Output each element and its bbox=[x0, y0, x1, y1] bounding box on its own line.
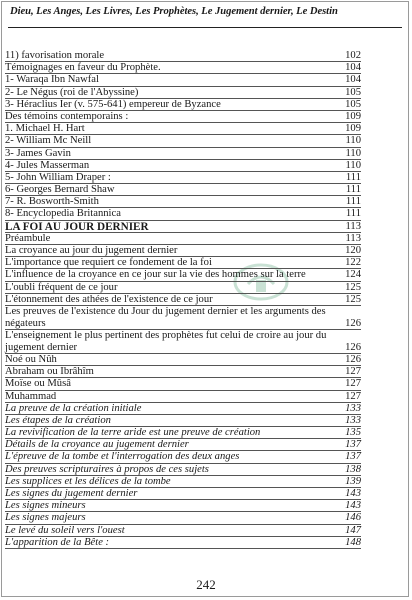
toc-entry-title: Des témoins contemporains : bbox=[5, 110, 129, 122]
toc-entry-page: 138 bbox=[345, 463, 361, 475]
toc-entry-title: 2- Le Négus (roi de l'Abyssine) bbox=[5, 86, 139, 98]
toc-entry bbox=[5, 160, 361, 172]
toc-entry bbox=[5, 354, 361, 366]
toc-entry-title: La croyance au jour du jugement dernier bbox=[5, 245, 178, 256]
toc-entry-page: 148 bbox=[345, 536, 361, 548]
toc-entry-page: 125 bbox=[345, 281, 361, 293]
toc-entry bbox=[5, 221, 361, 233]
toc-entry-title: L'importance que requiert ce fondement de la foi bbox=[5, 257, 212, 269]
toc-entry-title: 4- Jules Masserman bbox=[5, 159, 90, 171]
toc-entry bbox=[5, 415, 361, 427]
header-rule bbox=[8, 27, 402, 28]
toc-entry-title: L'enseignement le plus pertinent des prophètes fut celui de croire au jour du jugement dernier bbox=[5, 329, 327, 353]
toc-entry-page: 133 bbox=[345, 402, 361, 414]
toc-entry-title: La preuve de la création initiale bbox=[5, 402, 142, 414]
toc-entry-title: Des preuves scripturaires à propos de ces sujets bbox=[5, 463, 209, 475]
toc-entry-page: 111 bbox=[345, 208, 361, 220]
toc-entry-page: 139 bbox=[345, 475, 361, 487]
toc-entry-title: Noé ou Nûh bbox=[5, 353, 57, 365]
toc-entry bbox=[5, 99, 361, 111]
toc-entry-page: 111 bbox=[345, 184, 361, 196]
toc-entry-page: 127 bbox=[345, 366, 361, 378]
toc-entry bbox=[5, 148, 361, 160]
toc-entry bbox=[5, 245, 361, 257]
toc-entry-page: 104 bbox=[345, 62, 361, 74]
toc-entry bbox=[5, 391, 361, 403]
toc-entry-page: 109 bbox=[345, 123, 361, 135]
toc-entry bbox=[5, 500, 361, 512]
toc-entry bbox=[5, 488, 361, 500]
toc-entry bbox=[5, 330, 361, 354]
toc-entry-title: Les étapes de la création bbox=[5, 414, 111, 426]
toc-entry bbox=[5, 451, 361, 463]
toc-entry bbox=[5, 111, 361, 123]
toc-entry bbox=[5, 537, 361, 549]
toc-entry-title: 6- Georges Bernard Shaw bbox=[5, 184, 115, 196]
toc-entry-title: Le levé du soleil vers l'ouest bbox=[5, 524, 125, 536]
toc-entry-title: 3- Héraclius Ier (v. 575-641) empereur de Byzance bbox=[5, 98, 221, 110]
page-number: 242 bbox=[196, 577, 216, 592]
toc-entry bbox=[5, 294, 361, 306]
toc-entry bbox=[5, 306, 361, 330]
toc-entry bbox=[5, 184, 361, 196]
toc-entry-title: Témoignages en faveur du Prophète. bbox=[5, 62, 161, 74]
toc-entry-title: 5- John William Draper : bbox=[5, 171, 111, 183]
toc-entry-page: 104 bbox=[345, 74, 361, 86]
toc-entry bbox=[5, 135, 361, 147]
toc-entry-title: 1- Waraqa Ibn Nawfal bbox=[5, 74, 99, 86]
toc-entry bbox=[5, 282, 361, 294]
toc-entry-page: 126 bbox=[345, 353, 361, 365]
toc-entry-title: La revivification de la terre aride est une preuve de création bbox=[5, 427, 261, 439]
toc-entry-title: 7- R. Bosworth-Smith bbox=[5, 196, 99, 208]
toc-entry bbox=[5, 208, 361, 220]
toc-entry-title: Détails de la croyance au jugement dernier bbox=[5, 439, 189, 451]
toc-entry-page: 110 bbox=[345, 135, 361, 147]
toc-entry-page: 127 bbox=[345, 390, 361, 402]
toc-entry-page: 143 bbox=[345, 500, 361, 512]
toc-entry bbox=[5, 512, 361, 524]
toc-entry bbox=[5, 525, 361, 537]
toc-entry-title: L'apparition de la Bête : bbox=[5, 536, 110, 548]
toc-entry-page: 111 bbox=[345, 196, 361, 208]
toc-entry bbox=[5, 87, 361, 99]
toc-entry-page: 110 bbox=[345, 159, 361, 171]
table-of-contents bbox=[5, 50, 361, 549]
toc-entry-title: 8- Encyclopedia Britannica bbox=[5, 208, 121, 220]
toc-entry-page: 126 bbox=[345, 317, 361, 329]
toc-entry bbox=[5, 123, 361, 135]
toc-entry-title: L'épreuve de la tombe et l'interrogation des deux anges bbox=[5, 451, 240, 463]
toc-entry-title: Moïse ou Mûsâ bbox=[5, 378, 71, 390]
toc-entry bbox=[5, 196, 361, 208]
toc-entry-page: 143 bbox=[345, 488, 361, 499]
toc-entry-title: 2- William Mc Neill bbox=[5, 135, 92, 147]
toc-entry-title: L'oubli fréquent de ce jour bbox=[5, 281, 118, 293]
toc-entry-page: 135 bbox=[345, 427, 361, 439]
toc-entry bbox=[5, 257, 361, 269]
toc-entry bbox=[5, 62, 361, 74]
toc-entry-page: 105 bbox=[345, 86, 361, 98]
toc-entry bbox=[5, 378, 361, 390]
toc-entry-page: 147 bbox=[345, 524, 361, 536]
toc-entry-title: 1. Michael H. Hart bbox=[5, 123, 85, 135]
toc-entry-title: Les signes du jugement dernier bbox=[5, 488, 138, 499]
toc-entry-title: 11) favorisation morale bbox=[5, 50, 105, 61]
toc-entry-title: Les signes majeurs bbox=[5, 512, 86, 524]
toc-entry-title: Les signes mineurs bbox=[5, 500, 86, 512]
toc-entry bbox=[5, 476, 361, 488]
toc-entry-title: L'influence de la croyance en ce jour sur la vie des hommes sur la terre bbox=[5, 269, 306, 281]
toc-entry-title: Les preuves de l'existence du Jour du jugement dernier et les arguments des négateurs bbox=[5, 305, 326, 329]
toc-entry-page: 126 bbox=[345, 341, 361, 353]
toc-entry bbox=[5, 464, 361, 476]
toc-entry-title: L'étonnement des athées de l'existence de ce jour bbox=[5, 293, 213, 305]
toc-entry bbox=[5, 50, 361, 62]
toc-entry bbox=[5, 233, 361, 245]
toc-entry-title: Les supplices et les délices de la tombe bbox=[5, 475, 171, 487]
toc-entry bbox=[5, 427, 361, 439]
toc-entry-page: 122 bbox=[345, 257, 361, 269]
toc-entry-page: 124 bbox=[345, 269, 361, 281]
toc-entry-page: 102 bbox=[345, 50, 361, 61]
toc-entry-title: Préambule bbox=[5, 232, 51, 244]
toc-entry-title: LA FOI AU JOUR DERNIER bbox=[5, 220, 149, 233]
toc-entry bbox=[5, 403, 361, 415]
toc-entry-page: 111 bbox=[345, 171, 361, 183]
toc-entry-page: 120 bbox=[345, 245, 361, 256]
running-header: Dieu, Les Anges, Les Livres, Les Prophètes, Le Jugement dernier, Le Destin bbox=[10, 6, 338, 17]
toc-entry-page: 113 bbox=[345, 220, 361, 232]
toc-entry-title: Abraham ou Ibrâhîm bbox=[5, 366, 94, 378]
toc-entry-page: 125 bbox=[345, 293, 361, 305]
toc-entry bbox=[5, 366, 361, 378]
toc-entry-page: 109 bbox=[345, 110, 361, 122]
toc-entry-page: 133 bbox=[345, 414, 361, 426]
toc-entry-rule bbox=[5, 548, 361, 549]
toc-entry-title: 3- James Gavin bbox=[5, 147, 71, 159]
toc-entry bbox=[5, 74, 361, 86]
toc-entry bbox=[5, 172, 361, 184]
toc-entry-page: 110 bbox=[345, 147, 361, 159]
toc-entry-title: Muhammad bbox=[5, 390, 57, 402]
toc-entry-page: 146 bbox=[345, 512, 361, 524]
toc-entry-page: 137 bbox=[345, 439, 361, 451]
toc-entry-page: 113 bbox=[345, 232, 361, 244]
toc-entry-page: 127 bbox=[345, 378, 361, 390]
toc-entry bbox=[5, 439, 361, 451]
toc-entry-page: 105 bbox=[345, 98, 361, 110]
toc-entry-page: 137 bbox=[345, 451, 361, 463]
toc-entry bbox=[5, 269, 361, 281]
